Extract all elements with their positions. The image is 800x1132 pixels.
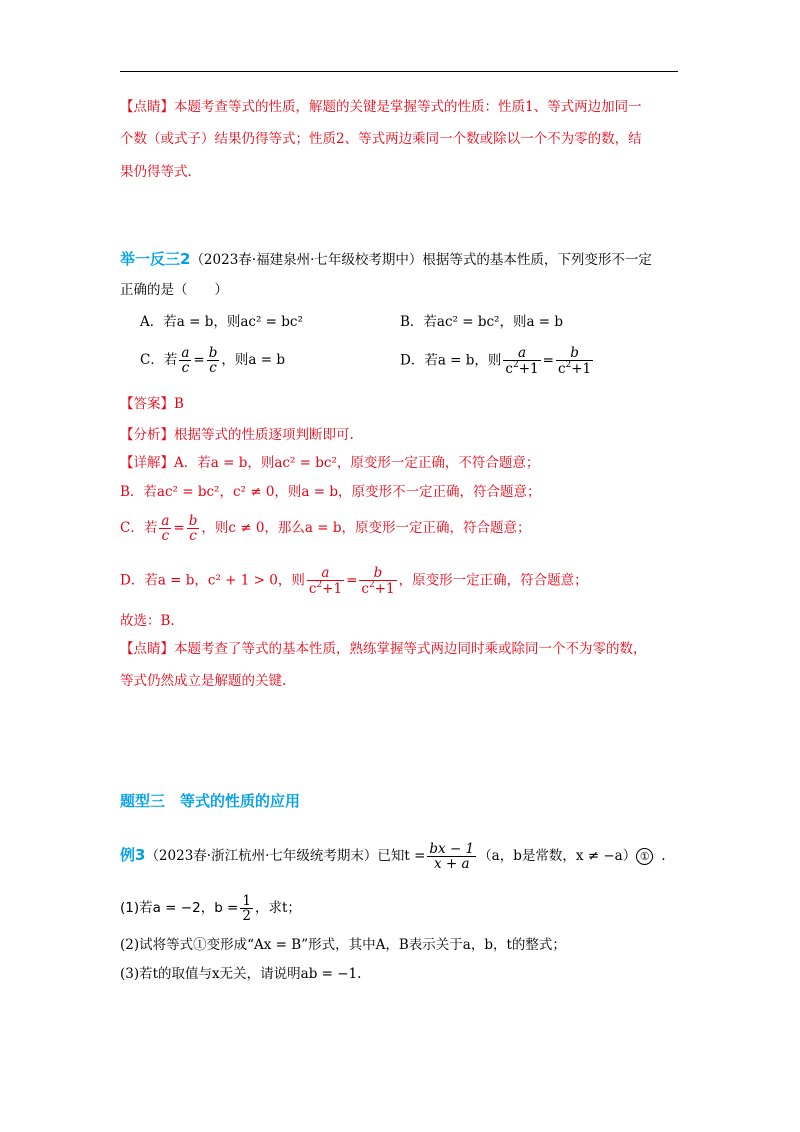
detail-b: B．若ac² = bc²，c² ≠ 0，则a = b，原变形不一定正确，符合题意； bbox=[120, 484, 541, 500]
example-3-header: 例3（2023春·浙江杭州·七年级统考期末）已知t = $\frac{bx - 1}{x + a}$ （a，b是常数，x ≠ −a） ① . bbox=[120, 841, 666, 873]
detail-c-suffix: ，则c ≠ 0，那么a = b，原变形一定正确，符合题意； bbox=[201, 520, 531, 537]
dianjing-2-line-2: 等式仍然成立是解题的关键. bbox=[120, 673, 287, 689]
option-c: C．若 $\frac{a}{c}$ = $\frac{b}{c}$ ，则a = b bbox=[140, 345, 285, 377]
detail-c-prefix: C．若 bbox=[120, 520, 158, 537]
option-d-prefix: D．若a = b，则 bbox=[400, 352, 502, 369]
detail-fraction-a-over-c: $\frac{a}{c}$ bbox=[161, 513, 170, 545]
analysis: 【分析】根据等式的性质逐项判断即可. bbox=[120, 427, 354, 443]
fraction-a-over-c2plus1: $\frac{a}{c^2+1}$ bbox=[505, 345, 539, 378]
question-2-line-2: 正确的是（ ） bbox=[120, 282, 228, 298]
circled-one-icon: ① bbox=[636, 848, 653, 865]
example-3-q1 bbox=[120, 894, 301, 923]
example-3-label: 例3 bbox=[120, 846, 146, 865]
fraction-b-over-c: $\frac{b}{c}$ bbox=[208, 345, 218, 377]
dianjing-line-2: 个数（或式子）结果仍得等式；性质2、等式两边乘同一个数或除以一个不为零的数，结 bbox=[120, 131, 642, 147]
dianjing-2-line-1: 【点睛】本题考查了等式的基本性质，熟练掌握等式两边同时乘或除同一个不为零的数， bbox=[120, 641, 647, 657]
detail-c: C．若 $\frac{a}{c}$ = $\frac{b}{c}$ ，则c ≠ 0，那么a = b，原变形一定正确，符合题意； bbox=[120, 513, 531, 545]
choose-answer: 故选：B. bbox=[120, 613, 175, 629]
header-rule bbox=[120, 71, 678, 72]
fraction-a-over-c: $\frac{a}{c}$ bbox=[181, 345, 190, 377]
question-2-source: （2023春·福建泉州·七年级校考期中）根据等式的基本性质，下列变形不一定 bbox=[190, 252, 652, 268]
option-a: A．若a = b，则ac² = bc² bbox=[140, 314, 303, 330]
dianjing-line-3: 果仍得等式. bbox=[120, 164, 192, 180]
detail-d-suffix: ，原变形一定正确，符合题意； bbox=[398, 572, 588, 589]
example-3-q3: (3)若t的取值与x无关，请说明ab = −1. bbox=[120, 966, 362, 982]
detail-d: D．若a = b，c² + 1 > 0，则 $\frac{a}{c^2+1}$ = $\frac{b}{c^2+1}$ ，原变形一定正确，符合题意； bbox=[120, 565, 588, 598]
question-2-label: 举一反三2 bbox=[120, 250, 191, 268]
question-2-header bbox=[120, 250, 652, 268]
option-c-suffix: ，则a = b bbox=[221, 352, 285, 369]
option-c-prefix: C．若 bbox=[140, 352, 178, 369]
fraction-t-definition: $\frac{bx - 1}{x + a}$ bbox=[429, 841, 475, 873]
fraction-b-over-c2plus1: $\frac{b}{c^2+1}$ bbox=[557, 345, 592, 378]
option-b: B．若ac² = bc²，则a = b bbox=[400, 314, 564, 330]
detail-fraction-b-over-c2plus1: $\frac{b}{c^2+1}$ bbox=[361, 565, 395, 598]
answer: 【答案】B bbox=[120, 396, 184, 412]
option-d: D．若a = b，则 $\frac{a}{c^2+1}$ = $\frac{b}{c^2+1}$ bbox=[400, 345, 592, 378]
example-3-q2: (2)试将等式①变形成“Ax = B”形式，其中A，B表示关于a，b，t的整式； bbox=[120, 937, 566, 953]
dianjing-line-1: 【点睛】本题考查等式的性质，解题的关键是掌握等式的性质：性质1、等式两边加同一 bbox=[120, 99, 642, 115]
section-title: 题型三 等式的性质的应用 bbox=[120, 792, 301, 810]
detail-d-prefix: D．若a = b，c² + 1 > 0，则 bbox=[120, 572, 305, 589]
q1-prefix: (1)若a = −2，b = bbox=[120, 900, 239, 917]
detail-fraction-a-over-c2plus1: $\frac{a}{c^2+1}$ bbox=[308, 565, 343, 598]
example-3-source: （2023春·浙江杭州·七年级统考期末）已知t = bbox=[145, 848, 426, 865]
q1-suffix: ，求t； bbox=[254, 900, 301, 917]
detail-a: 【详解】A．若a = b，则ac² = bc²，原变形一定正确，不符合题意； bbox=[120, 455, 540, 471]
fraction-one-half: $\frac{1}{2}$ bbox=[242, 893, 251, 925]
example-3-condition: （a，b是常数，x ≠ −a） bbox=[478, 848, 637, 865]
detail-fraction-b-over-c: $\frac{b}{c}$ bbox=[188, 513, 198, 545]
